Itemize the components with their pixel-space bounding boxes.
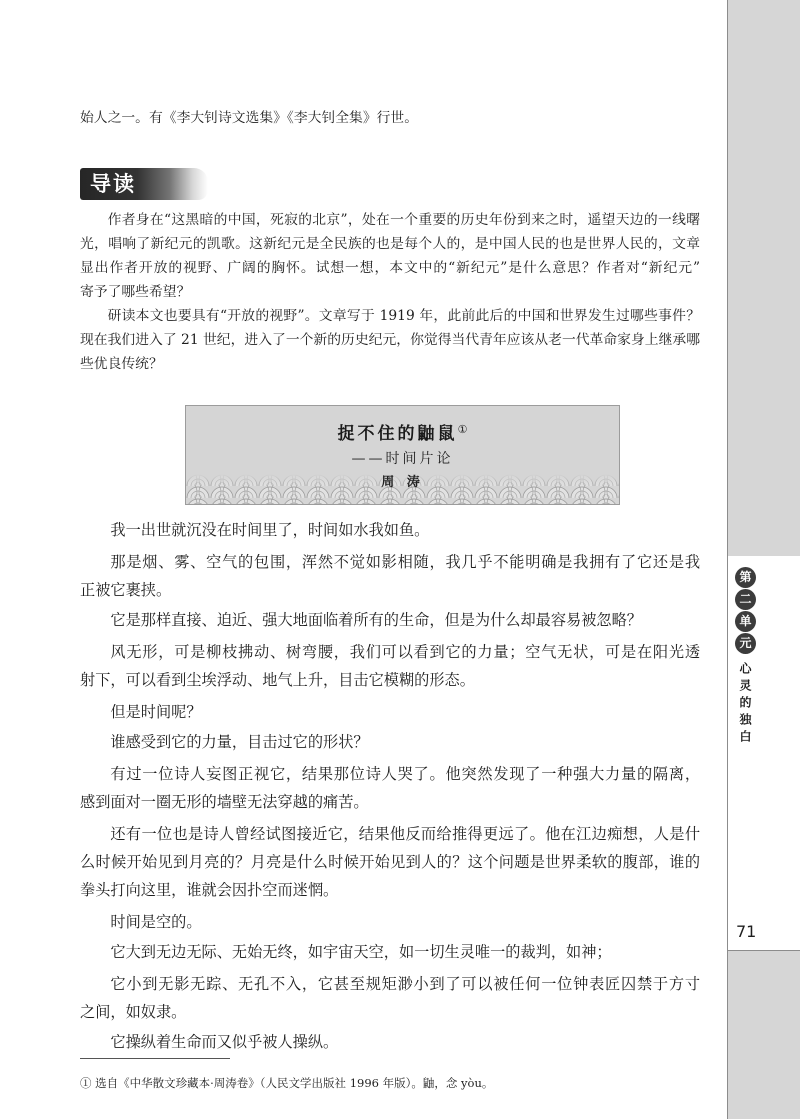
- guide-line: 作者身在“这黑暗的中国，死寂的北京”，处在一个重要的历史年份到来之时，遥望天边的一线曙: [107, 212, 700, 228]
- body-line: 感到面对一圈无形的墙壁无法穿越的痛苦。: [80, 793, 369, 811]
- article-author: 周 涛: [381, 475, 424, 490]
- guide-heading-label: 导读: [90, 172, 136, 196]
- unit-char-badge: 二: [735, 589, 756, 610]
- body-line: 有过一位诗人妄图正视它，结果那位诗人哭了。他突然发现了一种强大力量的隔离，: [110, 765, 700, 783]
- footnote-divider: [80, 1058, 230, 1059]
- body-line: 之间，如奴隶。: [80, 1003, 187, 1021]
- footnote-text: ① 选自《中华散文珍藏本·周涛卷》（人民文学出版社 1996 年版）。鼬，念 yòu。: [80, 1076, 494, 1090]
- guide-line: 显出作者开放的视野、广阔的胸怀。试想一想，本文中的“新纪元”是什么意思？作者对“新纪元”: [80, 260, 700, 276]
- body-line: 风无形，可是柳枝拂动、树弯腰，我们可以看到它的力量；空气无状，可是在阳光透: [110, 643, 700, 661]
- body-line: 那是烟、雾、空气的包围，浑然不觉如影相随，我几乎不能明确是我拥有了它还是我: [110, 553, 700, 571]
- unit-char-badge: 单: [735, 611, 756, 632]
- body-line: 但是时间呢？: [110, 703, 202, 721]
- body-line: 它操纵着生命而又似乎被人操纵。: [110, 1033, 339, 1051]
- body-line: 么时候开始见到月亮的？月亮是什么时候开始见到人的？这个问题是世界柔软的腹部，谁的: [80, 853, 700, 871]
- body-line: 它小到无影无踪、无孔不入，它甚至规矩渺小到了可以被任何一位钟表匠囚禁于方寸: [110, 975, 700, 993]
- unit-char-badge: 第: [735, 567, 756, 588]
- body-line: 它是那样直接、迫近、强大地面临着所有的生命，但是为什么却最容易被忽略？: [110, 611, 642, 629]
- guide-line: 现在我们进入了 21 世纪，进入了一个新的历史纪元，你觉得当代青年应该从老一代革命家身上继承哪: [80, 332, 700, 348]
- body-line: 它大到无边无际、无始无终，如宇宙天空，如一切生灵唯一的裁判，如神；: [110, 943, 612, 961]
- page-number: 71: [736, 922, 757, 941]
- body-line: 还有一位也是诗人曾经试图接近它，结果他反而给推得更远了。他在江边痴想，人是什: [110, 825, 700, 843]
- guide-line: 寄予了哪些希望？: [80, 284, 191, 300]
- body-line: 时间是空的。: [110, 913, 202, 931]
- continued-text-line: 始人之一。有《李大钊诗文选集》《李大钊全集》行世。: [80, 110, 419, 126]
- article-subtitle: ——时间片论: [351, 451, 454, 467]
- body-line: 正被它裹挟。: [80, 581, 172, 599]
- margin-band-top: [728, 0, 800, 556]
- article-title-box: [185, 405, 620, 505]
- guide-heading-badge: [80, 168, 208, 200]
- margin-divider: [727, 0, 728, 1119]
- body-line: 我一出世就沉没在时间里了，时间如水我如鱼。: [110, 521, 430, 539]
- body-line: 谁感受到它的力量，目击过它的形状？: [110, 733, 369, 751]
- guide-line: 研读本文也要具有“开放的视野”。文章写于 1919 年，此前此后的中国和世界发生过哪些事件？: [107, 308, 700, 324]
- guide-line: 光，唱响了新纪元的凯歌。这新纪元是全民族的也是每个人的，是中国人民的也是世界人民的，文章: [80, 236, 700, 252]
- guide-line: 些优良传统？: [80, 356, 163, 372]
- unit-char-badge: 元: [735, 633, 756, 654]
- margin-band-bottom: [728, 950, 800, 1119]
- unit-tab: [735, 567, 757, 655]
- body-line: 射下，可以看到尘埃浮动、地气上升，目击它模糊的形态。: [80, 671, 475, 689]
- footnote-marker: ①: [457, 423, 468, 436]
- article-title: 捉不住的鼬鼠①: [337, 423, 468, 444]
- body-line: 拳头打向这里，谁就会因扑空而迷惘。: [80, 881, 339, 899]
- unit-theme-label: 心灵的独白: [738, 662, 752, 747]
